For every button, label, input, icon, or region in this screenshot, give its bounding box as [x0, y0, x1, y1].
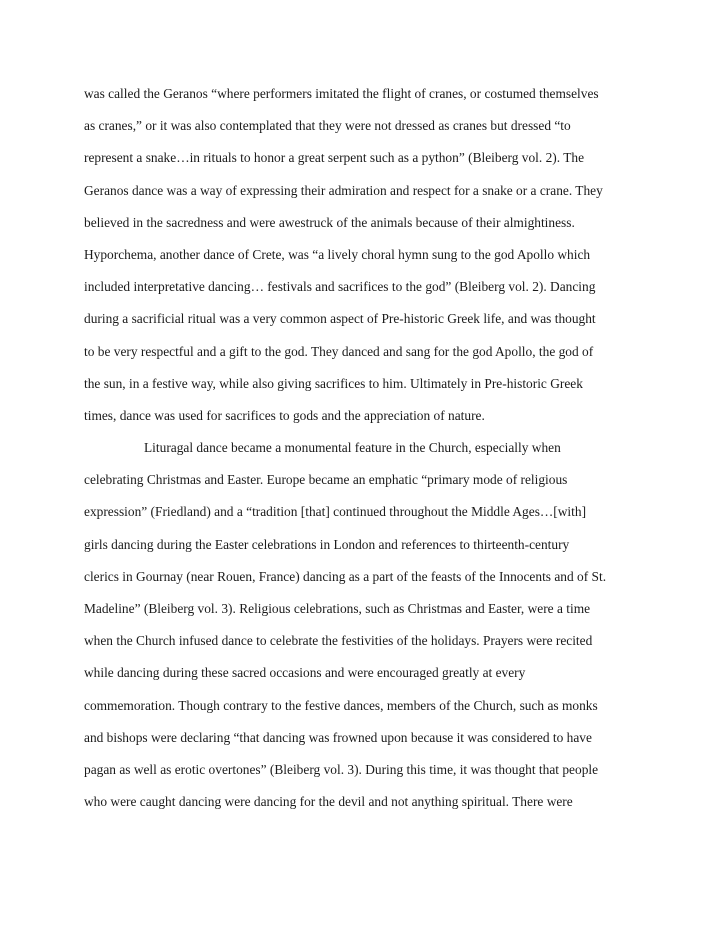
- text-line: pagan as well as erotic overtones” (Bleiberg vol. 3). During this time, it was thought that people: [84, 761, 599, 777]
- text-line: celebrating Christmas and Easter. Europe became an emphatic “primary mode of religious: [84, 472, 568, 488]
- text-line: to be very respectful and a gift to the god. They danced and sang for the god Apollo, the god of: [84, 343, 594, 359]
- text-line: expression” (Friedland) and a “tradition [that] continued throughout the Middle Ages…[with]: [84, 504, 587, 520]
- text-line: Hyporchema, another dance of Crete, was “a lively choral hymn sung to the god Apollo which: [84, 246, 591, 262]
- text-line: girls dancing during the Easter celebrations in London and references to thirteenth-century: [84, 536, 570, 552]
- text-line: represent a snake…in rituals to honor a great serpent such as a python” (Bleiberg vol. 2). The: [84, 150, 585, 166]
- text-line: times, dance was used for sacrifices to gods and the appreciation of nature.: [84, 407, 485, 423]
- text-line: who were caught dancing were dancing for the devil and not anything spiritual. There were: [84, 794, 573, 810]
- text-line: commemoration. Though contrary to the festive dances, members of the Church, such as monks: [84, 697, 598, 713]
- text-line: as cranes,” or it was also contemplated that they were not dressed as cranes but dressed “to: [84, 118, 571, 134]
- paragraph-start-line: Lituragal dance became a monumental feature in the Church, especially when: [144, 440, 561, 456]
- text-line: the sun, in a festive way, while also giving sacrifices to him. Ultimately in Pre-historic Greek: [84, 375, 583, 391]
- text-line: and bishops were declaring “that dancing was frowned upon because it was considered to have: [84, 729, 592, 745]
- text-line: included interpretative dancing… festivals and sacrifices to the god” (Bleiberg vol. 2). Dancing: [84, 279, 596, 295]
- body-text: [84, 78, 654, 818]
- text-line: was called the Geranos “where performers imitated the flight of cranes, or costumed themselves: [84, 86, 599, 101]
- text-line: when the Church infused dance to celebrate the festivities of the holidays. Prayers were recited: [84, 633, 593, 649]
- text-line: Madeline” (Bleiberg vol. 3). Religious celebrations, such as Christmas and Easter, were a time: [84, 601, 591, 616]
- text-line: believed in the sacredness and were awestruck of the animals because of their almightiness.: [84, 214, 575, 230]
- text-line: Geranos dance was a way of expressing their admiration and respect for a snake or a crane. They: [84, 182, 603, 198]
- text-line: during a sacrificial ritual was a very common aspect of Pre-historic Greek life, and was thought: [84, 311, 596, 327]
- text-line: while dancing during these sacred occasions and were encouraged greatly at every: [84, 665, 526, 681]
- text-line: clerics in Gournay (near Rouen, France) dancing as a part of the feasts of the Innocents and of St.: [84, 568, 607, 584]
